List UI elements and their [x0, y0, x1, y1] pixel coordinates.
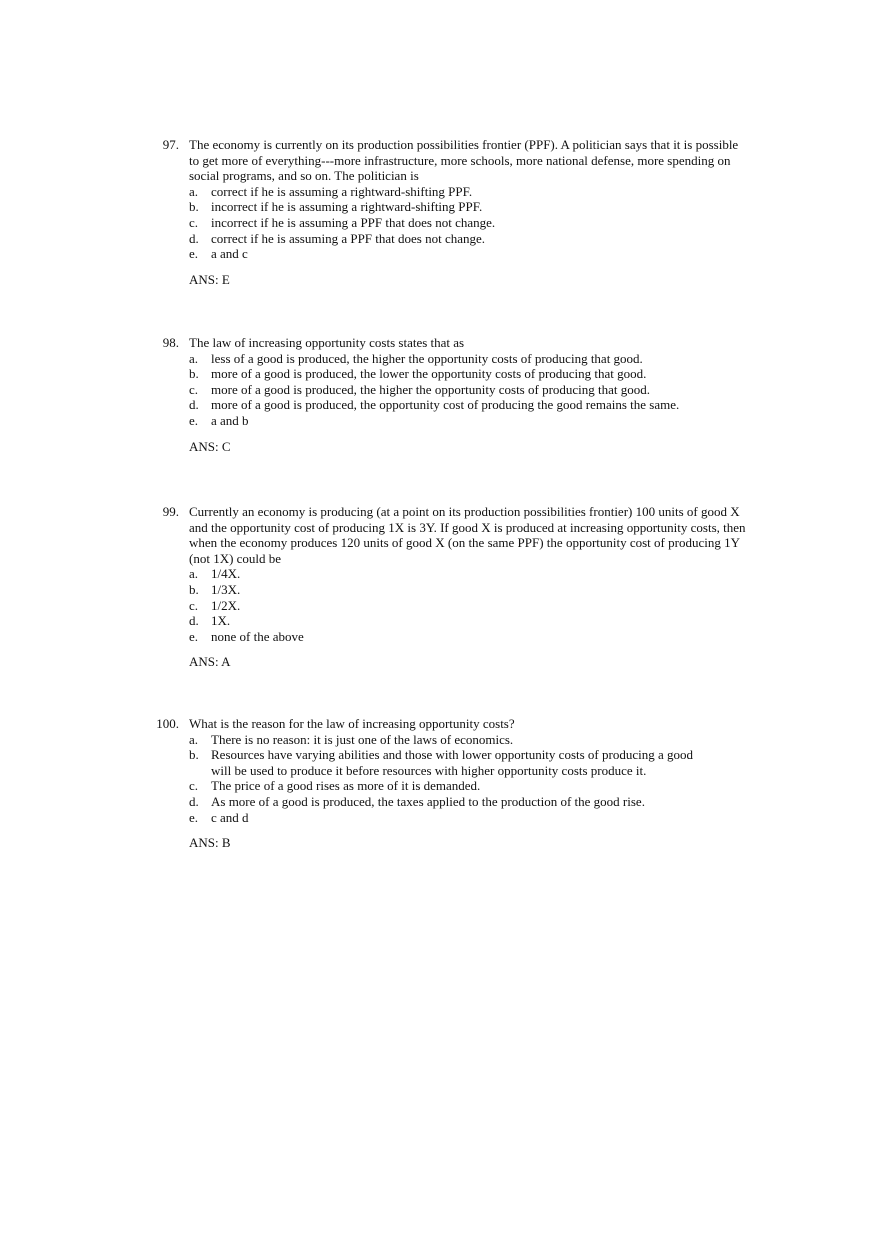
answer-option: [189, 413, 750, 429]
answer-option: [189, 397, 750, 413]
answer-option: [189, 382, 750, 398]
option-text: less of a good is produced, the higher the opportunity costs of producing that good.: [211, 350, 643, 366]
answer-option: [189, 366, 750, 382]
option-letter: b.: [189, 747, 199, 763]
option-text: There is no reason: it is just one of the laws of economics.: [211, 731, 514, 747]
answer-option: [189, 613, 750, 629]
answer-option: [189, 732, 750, 748]
answer-option: [189, 566, 750, 582]
question-number: 98.: [162, 335, 179, 350]
option-letter: e.: [189, 412, 199, 428]
option-text: The price of a good rises as more of it is demanded.: [211, 778, 481, 794]
answer-option: [189, 747, 701, 778]
answer-option: [189, 215, 750, 231]
question-stem: What is the reason for the law of increasing opportunity costs?: [189, 716, 515, 731]
answer-key: ANS: E: [189, 271, 230, 287]
answer-option: [189, 246, 750, 262]
answer-option: [189, 351, 750, 367]
option-letter: a.: [189, 350, 199, 366]
question-100: [150, 716, 750, 851]
answer-option: [189, 231, 750, 247]
option-letter: a.: [189, 183, 199, 199]
option-text: 1X.: [211, 613, 231, 629]
option-text: a and c: [211, 246, 248, 262]
option-text: 1/4X.: [211, 566, 241, 582]
question-99: [150, 504, 750, 670]
question-97: [150, 137, 750, 287]
option-letter: b.: [189, 581, 199, 597]
question-number: 99.: [162, 504, 179, 519]
option-letter: b.: [189, 366, 199, 382]
option-text: 1/2X.: [211, 597, 241, 613]
option-letter: c.: [189, 597, 199, 613]
option-text: more of a good is produced, the higher the opportunity costs of producing that good.: [211, 381, 651, 397]
option-letter: d.: [189, 230, 199, 246]
option-text: Resources have varying abilities and those with lower opportunity costs of producing a good will be used to produce it before resources with higher opportunity costs produce it.: [211, 747, 693, 778]
option-letter: a.: [189, 566, 199, 582]
answer-option: [189, 794, 750, 810]
answer-key: ANS: C: [189, 438, 231, 454]
question-stem: Currently an economy is producing (at a point on its production possibilities frontier) 100 units of good X and the opportunity cost of producing 1X is 3Y. If good X is produced at increasing opportunity costs, then when the economy produces 120 units of good X (on the same PPF) the opportunity cost of producing 1Y (not 1X) could be: [189, 504, 746, 566]
answer-option: [189, 629, 750, 645]
option-text: more of a good is produced, the opportunity cost of producing the good remains the same.: [211, 397, 680, 413]
option-text: correct if he is assuming a rightward-shifting PPF.: [211, 183, 473, 199]
option-letter: a.: [189, 731, 199, 747]
option-text: more of a good is produced, the lower the opportunity costs of producing that good.: [211, 366, 647, 382]
answer-option: [189, 582, 750, 598]
question-number: 97.: [162, 137, 179, 152]
option-text: 1/3X.: [211, 581, 241, 597]
answer-key: ANS: A: [189, 654, 231, 670]
question-stem: The economy is currently on its production possibilities frontier (PPF). A politician says that it is possible to get more of everything---more infrastructure, more schools, more national defense, more spending on social programs, and so on. The politician is: [189, 137, 739, 184]
answer-option: [189, 598, 750, 614]
question-98: [150, 335, 750, 454]
option-text: incorrect if he is assuming a rightward-shifting PPF.: [211, 199, 483, 215]
option-letter: d.: [189, 613, 199, 629]
option-text: As more of a good is produced, the taxes applied to the production of the good rise.: [211, 793, 645, 809]
option-letter: d.: [189, 397, 199, 413]
question-stem: The law of increasing opportunity costs states that as: [189, 335, 465, 350]
option-letter: b.: [189, 199, 199, 215]
option-text: c and d: [211, 809, 249, 825]
option-letter: e.: [189, 246, 199, 262]
answer-option: [189, 810, 750, 826]
option-letter: c.: [189, 214, 199, 230]
answer-option: [189, 184, 750, 200]
option-text: none of the above: [211, 628, 304, 644]
answer-key: ANS: B: [189, 835, 231, 851]
question-number: 100.: [156, 716, 179, 731]
option-letter: c.: [189, 381, 199, 397]
option-text: a and b: [211, 412, 249, 428]
answer-option: [189, 778, 750, 794]
option-letter: d.: [189, 793, 199, 809]
option-text: correct if he is assuming a PPF that does not change.: [211, 230, 486, 246]
option-letter: e.: [189, 628, 199, 644]
option-letter: e.: [189, 809, 199, 825]
answer-option: [189, 199, 750, 215]
option-letter: c.: [189, 778, 199, 794]
option-text: incorrect if he is assuming a PPF that does not change.: [211, 214, 496, 230]
